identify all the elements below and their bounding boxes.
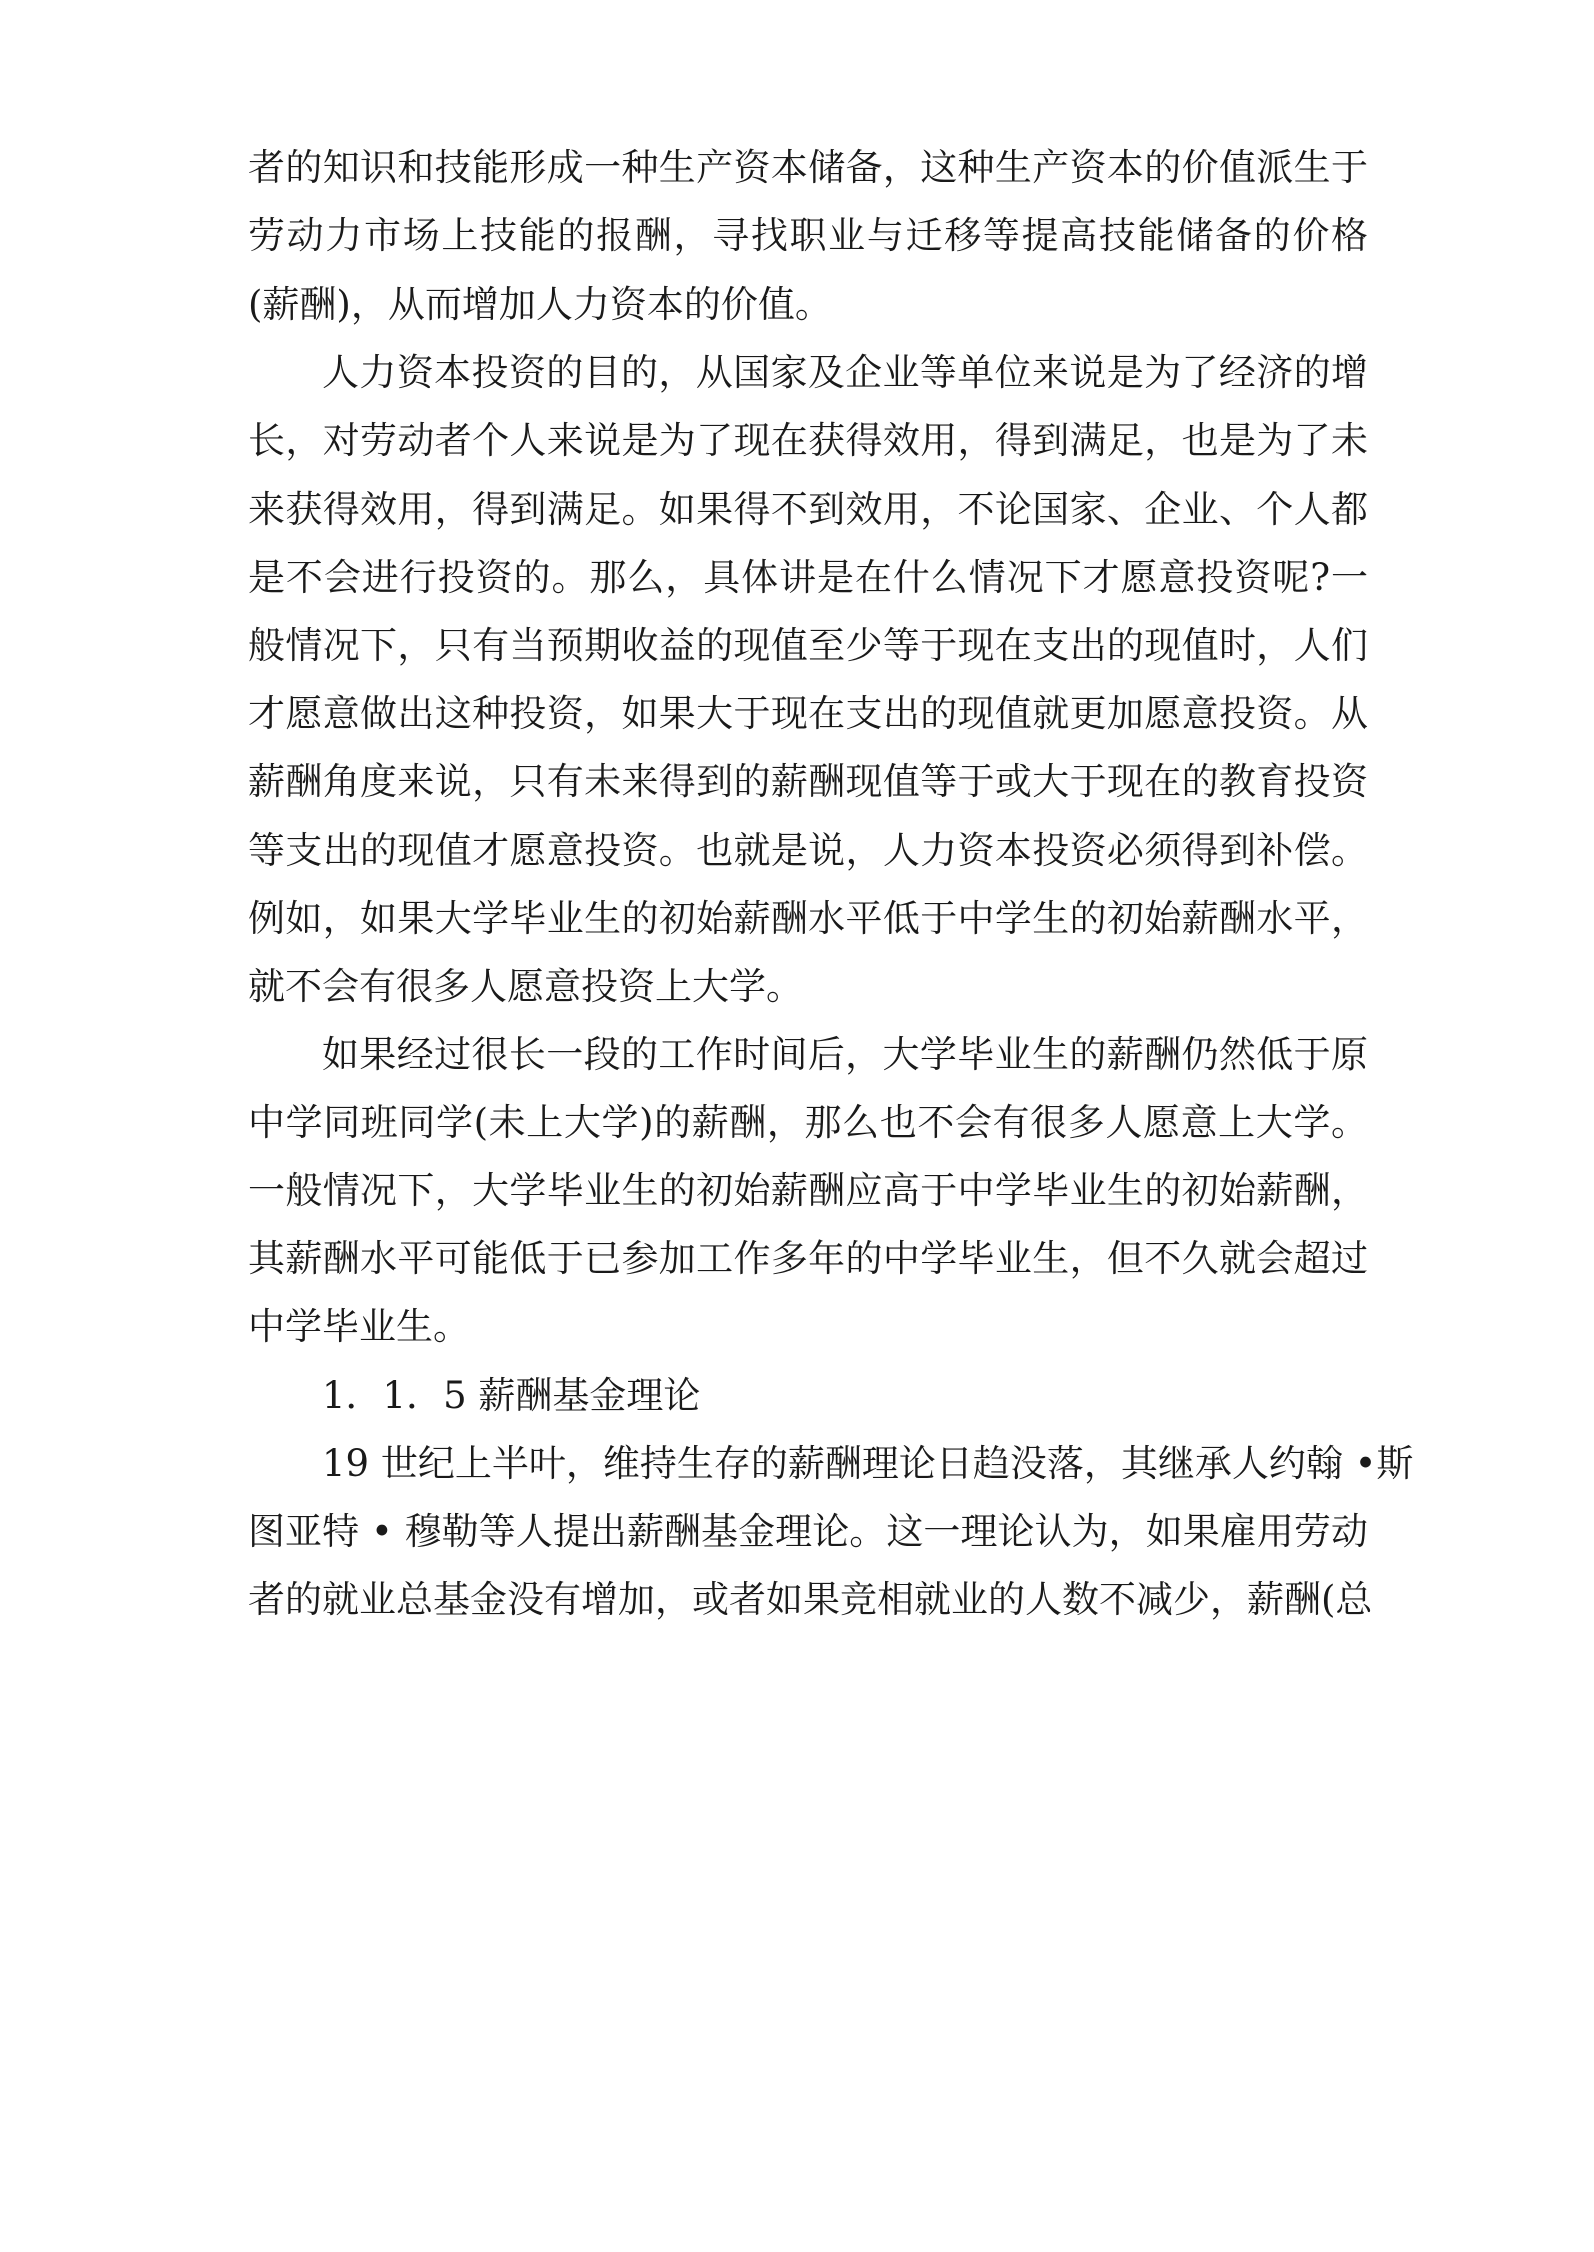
text-line: 人力资本投资的目的，从国家及企业等单位来说是为了经济的增 <box>322 351 1368 394</box>
text-line: 才愿意做出这种投资，如果大于现在支出的现值就更加愿意投资。从 <box>248 692 1368 735</box>
text-line: 来获得效用，得到满足。如果得不到效用，不论国家、企业、个人都 <box>248 488 1368 531</box>
text-line: 一般情况下，大学毕业生的初始薪酬应高于中学毕业生的初始薪酬， <box>248 1169 1368 1212</box>
text-line: 薪酬角度来说，只有未来得到的薪酬现值等于或大于现在的教育投资 <box>248 760 1368 803</box>
text-line: 其薪酬水平可能低于已参加工作多年的中学毕业生，但不久就会超过 <box>248 1237 1368 1280</box>
text-line: (薪酬)，从而增加人力资本的价值。 <box>248 283 832 326</box>
text-line: 般情况下，只有当预期收益的现值至少等于现在支出的现值时，人们 <box>248 624 1368 667</box>
text-line: 如果经过很长一段的工作时间后，大学毕业生的薪酬仍然低于原 <box>322 1033 1368 1076</box>
text-line: 者的知识和技能形成一种生产资本储备，这种生产资本的价值派生于 <box>248 146 1368 189</box>
text-line: 劳动力市场上技能的报酬，寻找职业与迁移等提高技能储备的价格 <box>248 214 1368 257</box>
text-line: 就不会有很多人愿意投资上大学。 <box>248 965 803 1008</box>
text-line: 等支出的现值才愿意投资。也就是说，人力资本投资必须得到补偿。 <box>248 829 1368 872</box>
text-line: 19 世纪上半叶，维持生存的薪酬理论日趋没落，其继承人约翰 •斯 <box>322 1442 1414 1485</box>
text-line: 中学同班同学(未上大学)的薪酬，那么也不会有很多人愿意上大学。 <box>248 1101 1368 1144</box>
text-line: 图亚特 • 穆勒等人提出薪酬基金理论。这一理论认为，如果雇用劳动 <box>248 1510 1368 1553</box>
text-line: 中学毕业生。 <box>248 1305 470 1348</box>
section-heading: 1．1．5 薪酬基金理论 <box>322 1374 701 1417</box>
text-line: 者的就业总基金没有增加，或者如果竞相就业的人数不减少，薪酬(总 <box>248 1578 1373 1621</box>
text-line: 长，对劳动者个人来说是为了现在获得效用，得到满足，也是为了未 <box>248 419 1368 462</box>
text-line: 是不会进行投资的。那么，具体讲是在什么情况下才愿意投资呢?一 <box>248 556 1368 599</box>
text-line: 例如，如果大学毕业生的初始薪酬水平低于中学生的初始薪酬水平， <box>248 897 1368 940</box>
